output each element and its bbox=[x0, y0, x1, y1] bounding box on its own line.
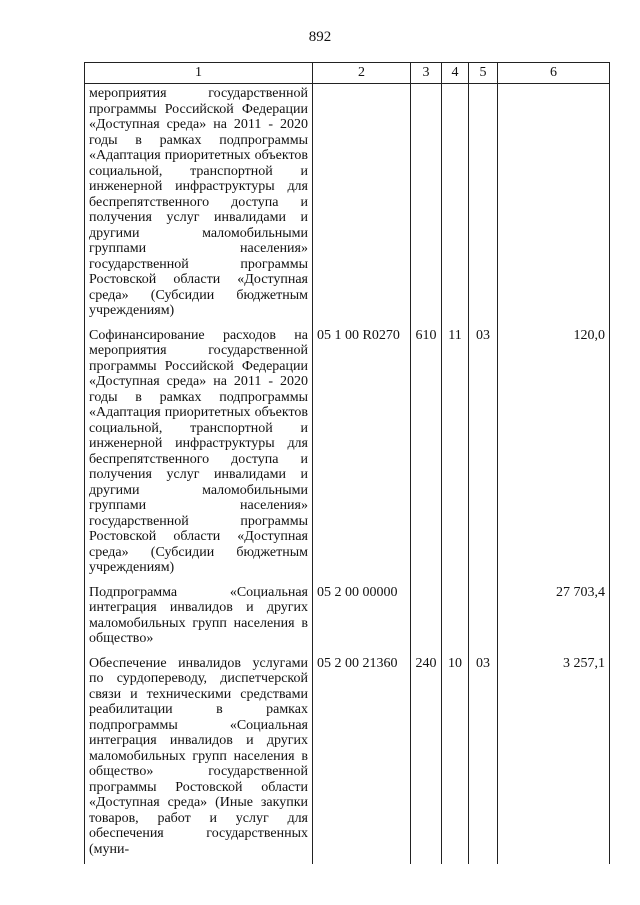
row-col3: 610 bbox=[411, 326, 442, 583]
row-code: 05 2 00 21360 bbox=[313, 654, 411, 865]
row-amount bbox=[498, 84, 610, 326]
row-col4 bbox=[442, 583, 469, 654]
row-description: Подпрограмма «Социальная интеграция инвалидов и других маломобильных групп населения в общество» bbox=[85, 583, 313, 654]
row-col5: 03 bbox=[469, 326, 498, 583]
row-col4 bbox=[442, 84, 469, 326]
row-amount: 27 703,4 bbox=[498, 583, 610, 654]
table-header-row bbox=[85, 63, 610, 84]
row-code: 05 1 00 R0270 bbox=[313, 326, 411, 583]
row-description: Обеспечение инвалидов услугами по сурдопереводу, диспетчерской связи и техническими средствами реабилитации в рамках подпрограммы «Социальная интеграция инвалидов и других маломобильных групп населения в общество» государственной программы Ростовской области «Доступная среда» (Иные закупки товаров, работ и услуг для обеспечения государственных (муни- bbox=[85, 654, 313, 865]
row-amount: 3 257,1 bbox=[498, 654, 610, 865]
row-amount: 120,0 bbox=[498, 326, 610, 583]
table-row bbox=[85, 583, 610, 654]
row-col5 bbox=[469, 84, 498, 326]
table-row bbox=[85, 654, 610, 865]
row-code bbox=[313, 84, 411, 326]
row-description: Софинансирование расходов на мероприятия государственной программы Российской Федерации «Доступная среда» на 2011 - 2020 годы в рамках подпрограммы «Адаптация приоритетных объектов социальной, транспортной и инженерной инфраструктуры для беспрепятственного доступа и получения услуг инвалидами и другими маломобильными группами населения» государственной программы Ростовской области «Доступная среда» (Субсидии бюджетным учреждениям) bbox=[85, 326, 313, 583]
column-header-3: 3 bbox=[411, 63, 442, 84]
row-col5: 03 bbox=[469, 654, 498, 865]
table-row bbox=[85, 326, 610, 583]
column-header-4: 4 bbox=[442, 63, 469, 84]
row-code: 05 2 00 00000 bbox=[313, 583, 411, 654]
row-col3 bbox=[411, 583, 442, 654]
row-description: мероприятия государственной программы Российской Федерации «Доступная среда» на 2011 - 2020 годы в рамках подпрограммы «Адаптация приоритетных объектов социальной, транспортной и инженерной инфраструктуры для беспрепятственного доступа и получения услуг инвалидами и другими маломобильными группами населения» государственной программы Ростовской области «Доступная среда» (Субсидии бюджетным учреждениям) bbox=[85, 84, 313, 326]
column-header-5: 5 bbox=[469, 63, 498, 84]
row-col5 bbox=[469, 583, 498, 654]
column-header-6: 6 bbox=[498, 63, 610, 84]
row-col4: 11 bbox=[442, 326, 469, 583]
budget-table bbox=[84, 62, 610, 864]
table-row bbox=[85, 84, 610, 326]
column-header-1: 1 bbox=[85, 63, 313, 84]
row-col4: 10 bbox=[442, 654, 469, 865]
row-col3: 240 bbox=[411, 654, 442, 865]
column-header-2: 2 bbox=[313, 63, 411, 84]
row-col3 bbox=[411, 84, 442, 326]
page-number: 892 bbox=[308, 29, 332, 45]
